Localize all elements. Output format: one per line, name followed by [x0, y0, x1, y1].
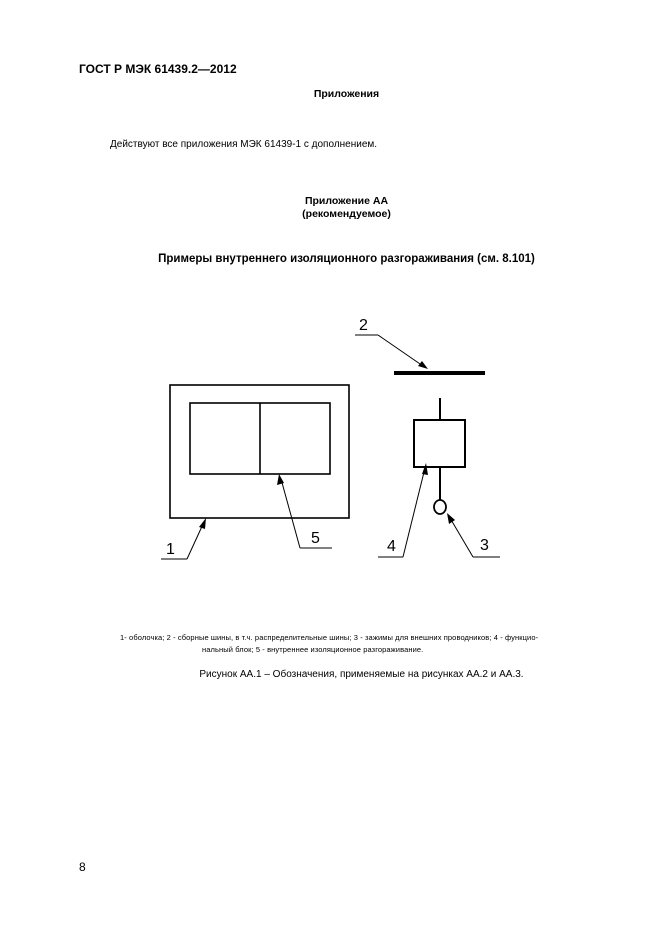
arrowhead-4 — [422, 463, 428, 475]
figure-legend-line-1: 1- оболочка; 2 - сборные шины, в т.ч. распределительные шины; 3 - зажимы для внешних проводников; 4 - функцио- — [120, 633, 539, 642]
arrowhead-3 — [447, 513, 455, 524]
label-4: 4 — [387, 538, 396, 555]
label-5: 5 — [311, 530, 320, 547]
leader-line-5-diagonal — [281, 479, 300, 548]
label-3: 3 — [480, 537, 489, 554]
annex-status: (рекомендуемое) — [302, 208, 391, 220]
label-1: 1 — [166, 541, 175, 558]
standard-code: ГОСТ Р МЭК 61439.2—2012 — [79, 62, 237, 76]
arrowhead-5 — [277, 474, 284, 485]
terminal-circle — [434, 500, 446, 514]
annex-title: Приложение АА — [304, 195, 389, 207]
arrowhead-1 — [199, 518, 206, 529]
leader-line-4-diagonal — [403, 468, 425, 557]
intro-paragraph: Действуют все приложения МЭК 61439-1 с дополнением. — [110, 139, 378, 150]
functional-unit-box — [414, 420, 465, 467]
leader-line-2-diagonal — [378, 335, 423, 366]
page-number: 8 — [79, 860, 86, 874]
figure-caption: Рисунок АА.1 – Обозначения, применяемые на рисунках АА.2 и АА.3. — [199, 669, 524, 680]
section-title: Приложения — [313, 88, 380, 100]
figure-legend-line-2: нальный блок; 5 - внутреннее изоляционное разгораживание. — [202, 645, 424, 654]
leader-line-3-diagonal — [450, 518, 473, 557]
arrowhead-2 — [418, 361, 428, 369]
annex-heading: Примеры внутреннего изоляционного разгораживания (см. 8.101) — [158, 253, 535, 265]
label-2: 2 — [359, 317, 368, 334]
